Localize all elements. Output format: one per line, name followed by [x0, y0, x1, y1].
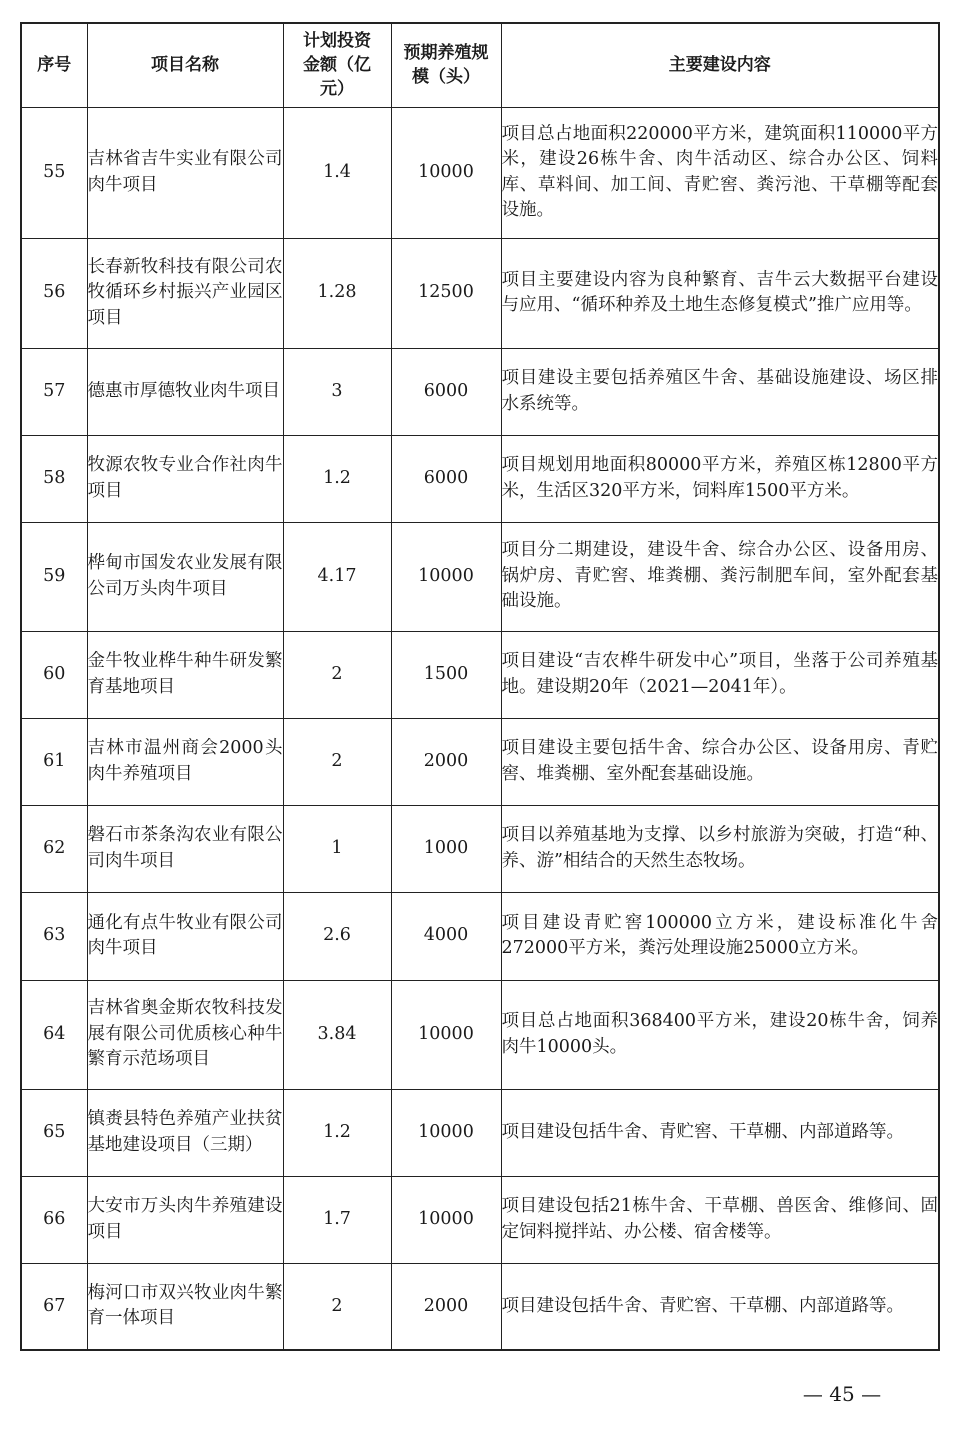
cell-content: 项目建设“吉农桦牛研发中心”项目，坐落于公司养殖基地。建设期20年（2021—2041年）。	[501, 631, 939, 718]
header-no: 序号	[21, 23, 87, 107]
cell-name: 金牛牧业桦牛种牛研发繁育基地项目	[87, 631, 283, 718]
table-row	[21, 238, 939, 348]
cell-no: 60	[21, 631, 87, 718]
cell-no: 66	[21, 1176, 87, 1263]
cell-content: 项目总占地面积220000平方米，建筑面积110000平方米，建设26栋牛舍、肉牛活动区、综合办公区、饲料库、草料间、加工间、青贮窖、粪污池、干草棚等配套设施。	[501, 107, 939, 238]
cell-content: 项目以养殖基地为支撑、以乡村旅游为突破，打造“种、养、游”相结合的天然生态牧场。	[501, 805, 939, 892]
cell-scale: 10000	[391, 1089, 501, 1176]
cell-investment: 1.4	[283, 107, 391, 238]
cell-name: 牧源农牧专业合作社肉牛项目	[87, 435, 283, 522]
cell-content: 项目建设青贮窖100000立方米，建设标准化牛舍272000平方米，粪污处理设施25000立方米。	[501, 892, 939, 980]
cell-scale: 10000	[391, 107, 501, 238]
cell-investment: 3	[283, 348, 391, 435]
table-row	[21, 1263, 939, 1350]
cell-name: 磐石市茶条沟农业有限公司肉牛项目	[87, 805, 283, 892]
table-row	[21, 522, 939, 631]
cell-no: 62	[21, 805, 87, 892]
header-name: 项目名称	[87, 23, 283, 107]
table-row	[21, 1176, 939, 1263]
cell-name: 吉林省奥金斯农牧科技发展有限公司优质核心种牛繁育示范场项目	[87, 980, 283, 1089]
cell-scale: 12500	[391, 238, 501, 348]
cell-scale: 1000	[391, 805, 501, 892]
cell-name: 吉林省吉牛实业有限公司肉牛项目	[87, 107, 283, 238]
cell-investment: 1.2	[283, 435, 391, 522]
cell-investment: 1.2	[283, 1089, 391, 1176]
cell-investment: 2.6	[283, 892, 391, 980]
cell-no: 55	[21, 107, 87, 238]
table-row	[21, 892, 939, 980]
cell-no: 57	[21, 348, 87, 435]
cell-name: 镇赉县特色养殖产业扶贫基地建设项目（三期）	[87, 1089, 283, 1176]
cell-name: 长春新牧科技有限公司农牧循环乡村振兴产业园区项目	[87, 238, 283, 348]
cell-no: 56	[21, 238, 87, 348]
cell-no: 61	[21, 718, 87, 805]
cell-investment: 2	[283, 631, 391, 718]
table-row	[21, 805, 939, 892]
cell-content: 项目建设主要包括养殖区牛舍、基础设施建设、场区排水系统等。	[501, 348, 939, 435]
header-row	[21, 23, 939, 107]
cell-investment: 4.17	[283, 522, 391, 631]
table-row	[21, 631, 939, 718]
cell-content: 项目总占地面积368400平方米，建设20栋牛舍，饲养肉牛10000头。	[501, 980, 939, 1089]
table-row	[21, 718, 939, 805]
cell-scale: 4000	[391, 892, 501, 980]
cell-no: 59	[21, 522, 87, 631]
cell-content: 项目建设包括牛舍、青贮窖、干草棚、内部道路等。	[501, 1263, 939, 1350]
cell-no: 63	[21, 892, 87, 980]
cell-investment: 1.7	[283, 1176, 391, 1263]
cell-content: 项目分二期建设，建设牛舍、综合办公区、设备用房、锅炉房、青贮窖、堆粪棚、粪污制肥车间，室外配套基础设施。	[501, 522, 939, 631]
cell-scale: 2000	[391, 1263, 501, 1350]
cell-scale: 10000	[391, 980, 501, 1089]
page-number: — 45 —	[802, 1382, 882, 1406]
header-investment: 计划投资金额（亿元）	[283, 23, 391, 107]
cell-scale: 6000	[391, 348, 501, 435]
cell-scale: 2000	[391, 718, 501, 805]
cell-content: 项目建设包括21栋牛舍、干草棚、兽医舍、维修间、固定饲料搅拌站、办公楼、宿舍楼等。	[501, 1176, 939, 1263]
cell-content: 项目建设包括牛舍、青贮窖、干草棚、内部道路等。	[501, 1089, 939, 1176]
cell-investment: 1.28	[283, 238, 391, 348]
cell-investment: 2	[283, 1263, 391, 1350]
table-row	[21, 1089, 939, 1176]
cell-name: 大安市万头肉牛养殖建设项目	[87, 1176, 283, 1263]
cell-content: 项目主要建设内容为良种繁育、吉牛云大数据平台建设与应用、“循环种养及土地生态修复模式”推广应用等。	[501, 238, 939, 348]
table-row	[21, 435, 939, 522]
cell-no: 67	[21, 1263, 87, 1350]
table-row	[21, 107, 939, 238]
cell-scale: 10000	[391, 1176, 501, 1263]
cell-no: 58	[21, 435, 87, 522]
cell-scale: 6000	[391, 435, 501, 522]
table-row	[21, 348, 939, 435]
table-row	[21, 980, 939, 1089]
cell-investment: 1	[283, 805, 391, 892]
cell-investment: 3.84	[283, 980, 391, 1089]
cell-no: 65	[21, 1089, 87, 1176]
header-scale: 预期养殖规模（头）	[391, 23, 501, 107]
header-content: 主要建设内容	[501, 23, 939, 107]
cell-name: 德惠市厚德牧业肉牛项目	[87, 348, 283, 435]
project-table	[20, 22, 940, 1351]
cell-name: 通化有点牛牧业有限公司肉牛项目	[87, 892, 283, 980]
cell-scale: 10000	[391, 522, 501, 631]
cell-content: 项目规划用地面积80000平方米，养殖区栋12800平方米，生活区320平方米，饲料库1500平方米。	[501, 435, 939, 522]
cell-investment: 2	[283, 718, 391, 805]
cell-name: 吉林市温州商会2000头肉牛养殖项目	[87, 718, 283, 805]
cell-content: 项目建设主要包括牛舍、综合办公区、设备用房、青贮窖、堆粪棚、室外配套基础设施。	[501, 718, 939, 805]
cell-name: 梅河口市双兴牧业肉牛繁育一体项目	[87, 1263, 283, 1350]
cell-name: 桦甸市国发农业发展有限公司万头肉牛项目	[87, 522, 283, 631]
cell-scale: 1500	[391, 631, 501, 718]
cell-no: 64	[21, 980, 87, 1089]
